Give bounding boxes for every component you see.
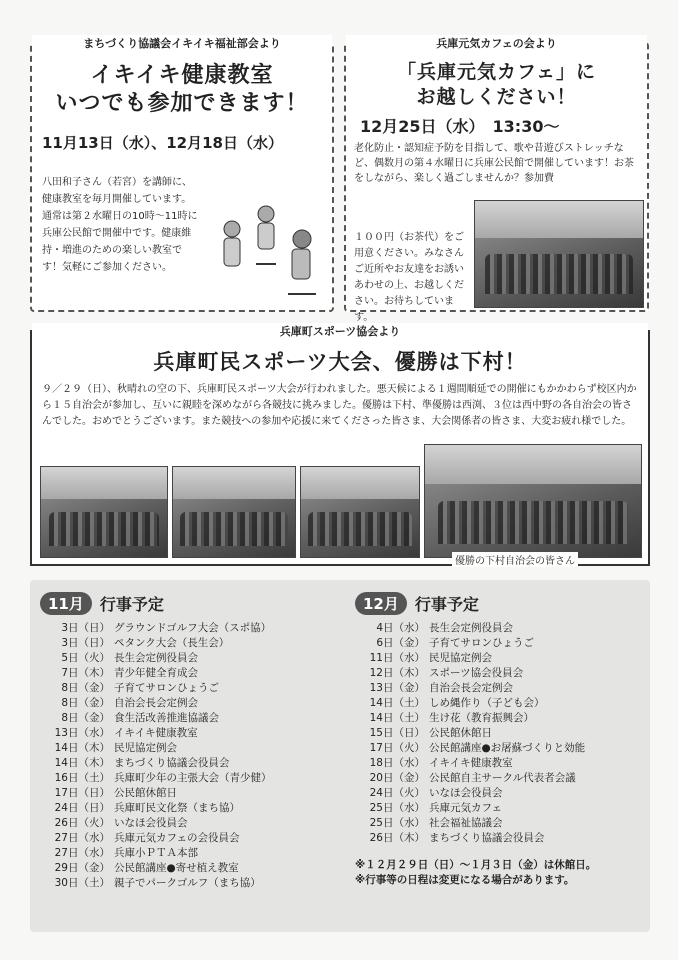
schedule-row (355, 696, 645, 711)
event-date: 30日（土） (54, 877, 110, 889)
ikiiki-title-line1: イキイキ健康教室 (90, 63, 274, 88)
event-date: 13日（水） (54, 727, 110, 739)
schedule-row (355, 741, 645, 756)
schedule-row (40, 726, 330, 741)
schedule-row (40, 876, 330, 891)
event-name: 公民館講座●寄せ植え教室 (114, 862, 239, 874)
cafe-photo (474, 200, 644, 308)
event-name: 公民館休館日 (114, 787, 177, 799)
event-date: 11日（水） (369, 652, 425, 664)
event-name: イキイキ健康教室 (114, 727, 198, 739)
event-date: 3日（日） (61, 622, 110, 634)
ikiiki-dates: 11月13日（水）、12月18日（水） (42, 134, 283, 152)
november-heading: 行事予定 (99, 595, 164, 614)
event-date: 24日（日） (54, 802, 110, 814)
cafe-body-top: 老化防止・認知症予防を目指して、歌や昔遊びストレッチなど、偶数月の第４水曜日に兵庫公民館で開催しています！お茶をしながら、楽しく過ごしませんか？参加費 (354, 143, 634, 184)
schedule-row (40, 696, 330, 711)
event-date: 6日（金） (376, 637, 425, 649)
event-date: 14日（土） (369, 697, 425, 709)
cafe-section (344, 37, 649, 323)
event-name: ペタンク大会（長生会） (114, 637, 230, 649)
sports-photo-winners (424, 444, 642, 558)
event-name: 食生活改善推進協議会 (114, 712, 219, 724)
cafe-datetime: 12月25日（水） 13:30～ (360, 117, 560, 136)
event-date: 12日（木） (369, 667, 425, 679)
event-date: 4日（水） (376, 622, 425, 634)
event-date: 26日（木） (369, 832, 425, 844)
event-name: 民児協定例会 (429, 652, 492, 664)
schedule-row (355, 816, 645, 831)
event-name: 親子でパークゴルフ（まち協） (114, 877, 261, 889)
event-date: 29日（金） (54, 862, 110, 874)
event-date: 16日（土） (54, 772, 110, 784)
event-name: いなほ会役員会 (429, 787, 503, 799)
event-name: 自治会長会定例会 (429, 682, 513, 694)
ikiiki-title (32, 62, 332, 118)
event-name: まちづくり協議会役員会 (429, 832, 545, 844)
november-schedule (40, 592, 330, 942)
event-date: 14日（木） (54, 757, 110, 769)
event-name: スポーツ協会役員会 (429, 667, 524, 679)
schedule-row (355, 786, 645, 801)
schedule-row (355, 681, 645, 696)
ikiiki-header: まちづくり協議会イキイキ福祉部会より (77, 37, 286, 50)
cafe-header: 兵庫元気カフェの会より (430, 37, 562, 50)
event-date: 7日（木） (61, 667, 110, 679)
event-date: 17日（火） (369, 742, 425, 754)
sports-body: ９／２９（日）、秋晴れの空の下、兵庫町民スポーツ大会が行われました。悪天候による１週間順延での開催にもかかわらず校区内から１５自治会が参加し、互いに親睦を深めながら各競技に挑みました。優勝は下村、準優勝は西渕、３位は西中野の各自治会の皆さんでした。おめでとうございます。また競技への参加や応援に来てくださった皆さま、大会関係者の皆さま、大変お疲れ様でした。 (42, 384, 637, 427)
note-holiday: ※１２月２９日（日）～１月３日（金）は休館日。 (355, 859, 597, 871)
cafe-title-line1: 「兵庫元気カフェ」に (396, 61, 597, 83)
event-date: 18日（水） (369, 757, 425, 769)
schedule-row (355, 711, 645, 726)
event-date: 17日（日） (54, 787, 110, 799)
event-name: 青少年健全育成会 (114, 667, 198, 679)
event-date: 14日（木） (54, 742, 110, 754)
event-name: 生け花（教育振興会） (429, 712, 534, 724)
event-name: グラウンドゴルフ大会（スポ協） (114, 622, 272, 634)
event-name: 兵庫町民文化祭（まち協） (114, 802, 240, 814)
ikiiki-body: 八田和子さん（若宮）を講師に、健康教室を毎月開催しています。通常は第２水曜日の10時～11時に兵庫公民館で開催中です。健康維持・増進のための楽しい教室です！気軽にご参加ください。 (42, 177, 198, 273)
event-name: 子育てサロンひょうご (429, 637, 534, 649)
december-month-badge: 12月 (355, 592, 407, 615)
cafe-title (346, 60, 647, 110)
event-name: 公民館自主サークル代表者会議 (429, 772, 576, 784)
schedule-row (40, 861, 330, 876)
schedule-row (355, 726, 645, 741)
schedule-row (40, 666, 330, 681)
schedule-row (40, 636, 330, 651)
event-date: 27日（水） (54, 832, 110, 844)
exercise-illustration (204, 194, 324, 304)
event-date: 27日（水） (54, 847, 110, 859)
sports-photo-3 (300, 466, 420, 558)
schedule-row (40, 681, 330, 696)
schedule-row (355, 771, 645, 786)
december-notes (355, 858, 645, 888)
event-date: 8日（金） (61, 712, 110, 724)
schedule-row (40, 741, 330, 756)
schedule-row (355, 756, 645, 771)
event-name: 公民館講座●お屠蘇づくりと効能 (429, 742, 586, 754)
event-name: 兵庫町少年の主張大会（青少健） (114, 772, 272, 784)
event-date: 26日（火） (54, 817, 110, 829)
event-name: 民児協定例会 (114, 742, 177, 754)
schedule-row (40, 621, 330, 636)
schedule-row (355, 621, 645, 636)
sports-section (30, 325, 650, 567)
schedule-row (355, 651, 645, 666)
schedule-row (355, 666, 645, 681)
event-date: 20日（金） (369, 772, 425, 784)
event-date: 14日（土） (369, 712, 425, 724)
event-name: 兵庫小ＰＴＡ本部 (114, 847, 198, 859)
schedule-row (355, 636, 645, 651)
event-name: 子育てサロンひょうご (114, 682, 219, 694)
event-name: イキイキ健康教室 (429, 757, 513, 769)
schedule-row (40, 831, 330, 846)
sports-photo-1 (40, 466, 168, 558)
event-date: 24日（火） (369, 787, 425, 799)
cafe-title-line2: お越しください！ (416, 86, 577, 108)
note-schedule-change: ※行事等の日程は変更になる場合があります。 (355, 874, 575, 886)
event-name: まちづくり協議会役員会 (114, 757, 230, 769)
event-name: 長生会定例役員会 (429, 622, 513, 634)
event-name: 兵庫元気カフェの会役員会 (114, 832, 240, 844)
schedule-row (40, 846, 330, 861)
schedule-row (40, 786, 330, 801)
event-date: 3日（日） (61, 637, 110, 649)
schedule-row (40, 651, 330, 666)
event-date: 8日（金） (61, 697, 110, 709)
sports-photo-2 (172, 466, 296, 558)
ikiiki-title-line2: いつでも参加できます！ (55, 91, 309, 116)
december-heading: 行事予定 (414, 595, 479, 614)
schedule-row (355, 801, 645, 816)
event-name: 長生会定例役員会 (114, 652, 198, 664)
december-event-list (355, 621, 645, 846)
cafe-body-side: １００円（お茶代）をご用意ください。みなさんご近所やお友達をお誘いあわせの上、お越しください。お待ちしています。 (354, 232, 464, 323)
schedule-row (40, 801, 330, 816)
december-schedule (355, 592, 645, 942)
event-date: 15日（日） (369, 727, 425, 739)
schedule-row (40, 816, 330, 831)
schedule-row (40, 711, 330, 726)
schedule-row (40, 756, 330, 771)
event-date: 8日（金） (61, 682, 110, 694)
winners-caption: 優勝の下村自治会の皆さん (452, 552, 578, 567)
event-name: 兵庫元気カフェ (429, 802, 502, 814)
november-month-badge: 11月 (40, 592, 92, 615)
november-event-list (40, 621, 330, 891)
event-name: 公民館休館日 (429, 727, 492, 739)
event-date: 25日（水） (369, 802, 425, 814)
sports-title: 兵庫町民スポーツ大会、優勝は下村！ (153, 350, 527, 374)
event-date: 5日（火） (61, 652, 110, 664)
event-name: 自治会長会定例会 (114, 697, 198, 709)
event-name: しめ縄作り（子ども会） (429, 697, 545, 709)
schedule-row (40, 771, 330, 786)
event-name: いなほ会役員会 (114, 817, 188, 829)
schedule-row (355, 831, 645, 846)
event-date: 25日（水） (369, 817, 425, 829)
event-date: 13日（金） (369, 682, 425, 694)
event-name: 社会福祉協議会 (429, 817, 503, 829)
ikiiki-section (30, 37, 334, 312)
sports-header: 兵庫町スポーツ協会より (274, 325, 407, 338)
